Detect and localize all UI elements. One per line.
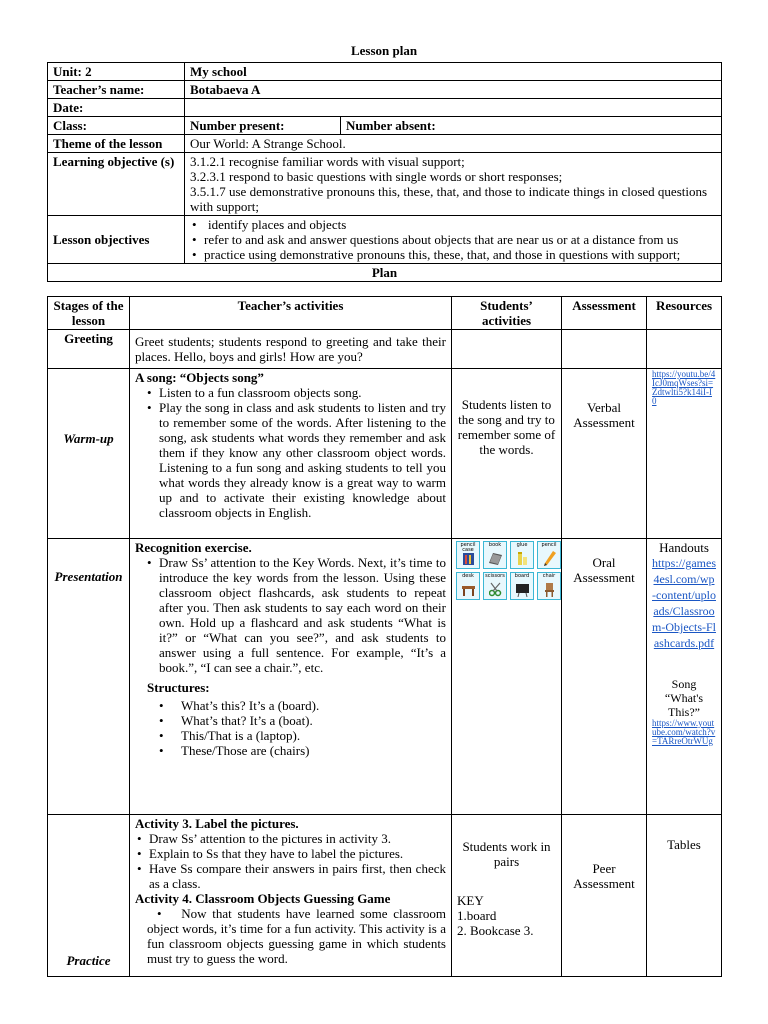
practice-resources: Tables [647,815,722,977]
song-label: Song “What's This?” [664,677,704,719]
warmup-assessment: Verbal Assessment [562,369,647,539]
practice-teacher [130,815,452,977]
pencil-icon [543,551,556,566]
key-item-2: 2. Bookcase 3. [457,923,534,938]
lesson-objectives-label: Lesson objectives [48,216,185,264]
presentation-title: Recognition exercise. [135,540,252,555]
presentation-assessment: Oral Assessment [562,539,647,815]
presentation-bullet: • Draw Ss’ attention to the Key Words. Next, it’s time to introduce the key words from the lesson. Using these classroom object flashcards, ask students to repeat after you. Then ask students to say each word on their own. Hold up a flashcard and ask students “What is it?” or “What can you see?”, and ask students to answer using a full sentence. For example, “It’s a book.”, “I can see a chair.”, etc. [145,555,446,675]
flashcard-pencil: pencil [537,541,561,569]
stage-presentation: Presentation [48,539,130,815]
song-video-link[interactable]: https://www.youtube.com/watch?v=TARreOtrWUg [652,718,716,746]
learning-objective-label: Learning objective (s) [48,153,185,216]
lesson-objectives [185,216,722,264]
warmup-bullet-1: • Listen to a fun classroom objects song. [145,385,446,400]
number-present-label: Number present: [185,117,341,135]
header-teacher: Teacher’s activities [130,297,452,330]
learning-objective-1: 3.1.2.1 recognise familiar words with visual support; [190,154,465,169]
header-stages: Stages of the lesson [48,297,130,330]
flashcard-desk: desk [456,572,480,600]
activity3-bullet-2: • Explain to Ss that they have to label the pictures. [135,846,446,861]
learning-objective-2: 3.2.3.1 respond to basic questions with single words or short responses; [190,169,563,184]
greeting-assessment [562,330,647,369]
desk-icon [462,582,475,597]
unit-value: My school [185,63,722,81]
structure-item: • What’s this? It’s a (board). [157,698,446,713]
flashcards-pdf-link[interactable]: https://games4esl.com/wp-content/uploads/Classroom-Objects-Flashcards.pdf [652,556,716,650]
stage-greeting: Greeting [48,330,130,369]
activity4-title: Activity 4. Classroom Objects Guessing Game [135,891,391,906]
board-icon [516,582,529,597]
activity3-bullet-1: • Draw Ss’ attention to the pictures in activity 3. [135,831,446,846]
theme-value: Our World: A Strange School. [185,135,722,153]
warmup-video-link[interactable]: https://youtu.be/4IcJ0mqWses?si=Zdtwlti5?k14iI-I0 [652,369,716,406]
number-absent-label: Number absent: [341,117,722,135]
presentation-students [452,539,562,815]
presentation-teacher [130,539,452,815]
structure-item: • What’s that? It’s a (boat). [157,713,446,728]
structures-list [157,698,446,758]
flashcard-chair: chair [537,572,561,600]
date-label: Date: [48,99,185,117]
teacher-value: Botabaeva A [185,81,722,99]
header-students: Students’ activities [452,297,562,330]
structure-item: • This/That is a (laptop). [157,728,446,743]
book-icon [489,551,502,566]
key-label: KEY [457,893,484,908]
practice-students [452,815,562,977]
key-item-1: 1.board [457,908,497,923]
warmup-students: Students listen to the song and try to remember some of the words. [452,369,562,539]
presentation-resources [647,539,722,815]
flashcard-glue: glue [510,541,534,569]
warmup-teacher [130,369,452,539]
handouts-label: Handouts [659,540,709,555]
lesson-objective-3: • practice using demonstrative pronouns this, these, that, and those in questions with support; [190,247,716,262]
greeting-students [452,330,562,369]
header-resources: Resources [647,297,722,330]
scissors-icon [489,582,502,597]
flashcard-scissors: scissors [483,572,507,600]
lesson-info-table [47,62,722,282]
greeting-resources [647,330,722,369]
structures-title: Structures: [147,680,210,695]
flashcard-book: book [483,541,507,569]
activity3-bullet-3: • Have Ss compare their answers in pairs first, then check as a class. [135,861,446,891]
page-title: Lesson plan [350,43,418,58]
stage-warmup: Warm-up [48,369,130,539]
structure-item: • These/Those are (chairs) [157,743,446,758]
plan-heading: Plan [48,264,722,282]
activity3-title: Activity 3. Label the pictures. [135,816,299,831]
header-assessment: Assessment [562,297,647,330]
unit-label: Unit: 2 [48,63,185,81]
teacher-label: Teacher’s name: [48,81,185,99]
flashcard-pencil-case: pencil case [456,541,480,569]
lesson-objective-2: • refer to and ask and answer questions about objects that are near us or at a distance from us [190,232,716,247]
learning-objective-3: 3.5.1.7 use demonstrative pronouns this, these, that, and those to indicate things in closed questions with support; [190,184,708,214]
glue-icon [516,551,529,566]
practice-students-text: Students work in pairs [462,839,551,869]
flashcards-image [455,540,558,601]
learning-objectives [185,153,722,216]
pencil-case-icon [462,551,475,566]
class-label: Class: [48,117,185,135]
flashcard-board: board [510,572,534,600]
warmup-title: A song: “Objects song” [135,370,264,385]
activity4-text: • Now that students have learned some classroom object words, it’s time for a fun activity. This activity is a fun classroom objects guessing game in which students must try to guess the word. [147,906,446,966]
lesson-objective-1: • identify places and objects [190,217,716,232]
date-value [185,99,722,117]
warmup-bullet-2: • Play the song in class and ask students to listen and try to remember some of the words. After listening to the song, ask students what words they remember and ask them if they know any other classroom object words. Listening to a fun song and asking students to tell you what words they already know is a great way to warm up and to activate their existing knowledge about classroom objects in English. [145,400,446,520]
chair-icon [543,582,556,597]
theme-label: Theme of the lesson [48,135,185,153]
stage-practice: Practice [48,815,130,977]
greeting-teacher: Greet students; students respond to greeting and take their places. Hello, boys and girls! How are you? [130,330,452,369]
warmup-resources [647,369,722,539]
practice-assessment: Peer Assessment [562,815,647,977]
plan-table [47,296,722,977]
